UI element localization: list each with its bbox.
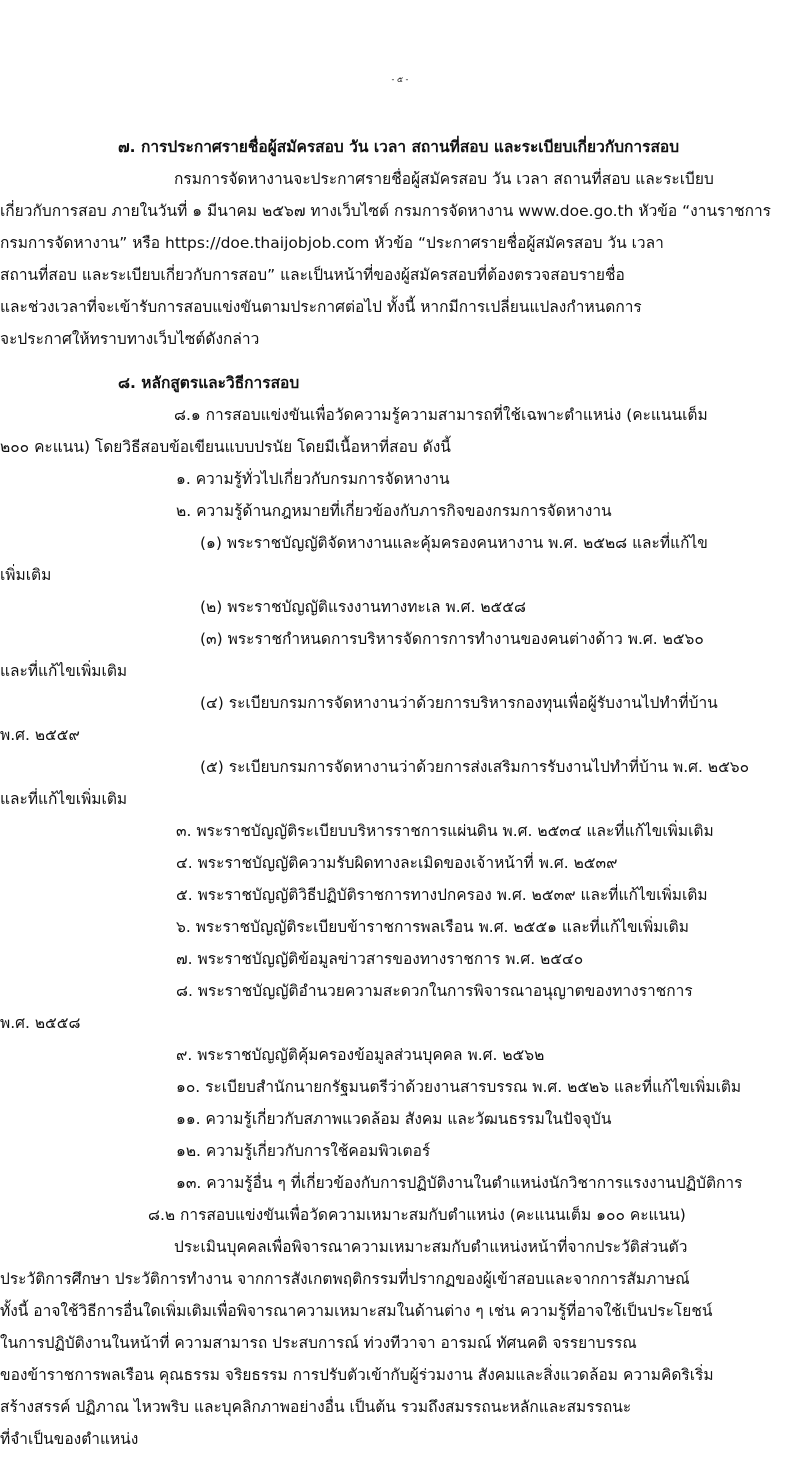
content-item-13: ๑๓. ความรู้อื่น ๆ ที่เกี่ยวข้องกับการปฏิบัติงานในตำแหน่งนักวิชาการแรงงานปฏิบัติการ	[176, 1174, 743, 1192]
sub-item-1: (๑) พระราชบัญญัติจัดหางานและคุ้มครองคนหางาน พ.ศ. ๒๕๒๘ และที่แก้ไข	[200, 534, 708, 552]
section-8-2-line-2: ประวัติการศึกษา ประวัติการทำงาน จากการสังเกตพฤติกรรมที่ปรากฏของผู้เข้าสอบและจากการสัมภาษณ์	[0, 1270, 690, 1288]
content-item-3: ๓. พระราชบัญญัติระเบียบบริหารราชการแผ่นดิน พ.ศ. ๒๕๓๔ และที่แก้ไขเพิ่มเติม	[176, 822, 714, 840]
section-7-line-4: สถานที่สอบ และระเบียบเกี่ยวกับการสอบ” และเป็นหน้าที่ของผู้สมัครสอบที่ต้องตรวจสอบรายชื่อ	[0, 266, 625, 284]
section-8-2-line-7: ที่จำเป็นของตำแหน่ง	[0, 1430, 139, 1448]
section-8-2-line-4: ในการปฏิบัติงานในหน้าที่ ความสามารถ ประสบการณ์ ท่วงทีวาจา อารมณ์ ทัศนคติ จรรยาบรรณ	[0, 1334, 637, 1352]
sub-item-5-cont: และที่แก้ไขเพิ่มเติม	[0, 790, 128, 808]
section-8-2-line-3: ทั้งนี้ อาจใช้วิธีการอื่นใดเพิ่มเติมเพื่อพิจารณาความเหมาะสมในด้านต่าง ๆ เช่น ความรู้ที่อาจใช้เป็นประโยชน์	[0, 1302, 713, 1320]
sub-item-3-cont: และที่แก้ไขเพิ่มเติม	[0, 662, 128, 680]
sub-item-4: (๔) ระเบียบกรมการจัดหางานว่าด้วยการบริหารกองทุนเพื่อผู้รับงานไปทำที่บ้าน	[200, 694, 718, 712]
page-number: - ๕ -	[391, 75, 409, 84]
section-7-line-3: กรมการจัดหางาน” หรือ https://doe.thaijobjob.com หัวข้อ “ประกาศรายชื่อผู้สมัครสอบ วัน เวลา	[0, 234, 664, 252]
content-item-9: ๙. พระราชบัญญัติคุ้มครองข้อมูลส่วนบุคคล พ.ศ. ๒๕๖๒	[176, 1046, 545, 1064]
content-item-8-cont: พ.ศ. ๒๕๕๘	[0, 1014, 81, 1032]
content-item-11: ๑๑. ความรู้เกี่ยวกับสภาพแวดล้อม สังคม และวัฒนธรรมในปัจจุบัน	[176, 1110, 612, 1128]
content-item-6: ๖. พระราชบัญญัติระเบียบข้าราชการพลเรือน พ.ศ. ๒๕๕๑ และที่แก้ไขเพิ่มเติม	[176, 918, 689, 936]
section-7-line-1: กรมการจัดหางานจะประกาศรายชื่อผู้สมัครสอบ วัน เวลา สถานที่สอบ และระเบียบ	[174, 170, 714, 188]
sub-item-1-cont: เพิ่มเติม	[0, 566, 52, 584]
sub-item-3: (๓) พระราชกำหนดการบริหารจัดการการทำงานของคนต่างด้าว พ.ศ. ๒๕๖๐	[200, 630, 704, 648]
section-8-1-line-1: ๘.๑ การสอบแข่งขันเพื่อวัดความรู้ความสามารถที่ใช้เฉพาะตำแหน่ง (คะแนนเต็ม	[174, 406, 708, 424]
content-item-5: ๕. พระราชบัญญัติวิธีปฏิบัติราชการทางปกครอง พ.ศ. ๒๕๓๙ และที่แก้ไขเพิ่มเติม	[176, 886, 708, 904]
content-item-12: ๑๒. ความรู้เกี่ยวกับการใช้คอมพิวเตอร์	[176, 1142, 431, 1160]
section-7-line-5: และช่วงเวลาที่จะเข้ารับการสอบแข่งขันตามประกาศต่อไป ทั้งนี้ หากมีการเปลี่ยนแปลงกำหนดการ	[0, 298, 642, 316]
content-item-10: ๑๐. ระเบียบสำนักนายกรัฐมนตรีว่าด้วยงานสารบรรณ พ.ศ. ๒๕๒๖ และที่แก้ไขเพิ่มเติม	[176, 1078, 742, 1096]
section-7-heading: ๗. การประกาศรายชื่อผู้สมัครสอบ วัน เวลา สถานที่สอบ และระเบียบเกี่ยวกับการสอบ	[118, 138, 680, 156]
content-item-2: ๒. ความรู้ด้านกฎหมายที่เกี่ยวข้องกับภารกิจของกรมการจัดหางาน	[176, 502, 612, 520]
content-item-7: ๗. พระราชบัญญัติข้อมูลข่าวสารของทางราชการ พ.ศ. ๒๕๔๐	[176, 950, 584, 968]
section-8-2-line-6: สร้างสรรค์ ปฏิภาณ ไหวพริบ และบุคลิกภาพอย่างอื่น เป็นต้น รวมถึงสมรรถนะหลักและสมรรถนะ	[0, 1398, 632, 1416]
content-item-1: ๑. ความรู้ทั่วไปเกี่ยวกับกรมการจัดหางาน	[176, 470, 450, 488]
sub-item-5: (๕) ระเบียบกรมการจัดหางานว่าด้วยการส่งเสริมการรับงานไปทำที่บ้าน พ.ศ. ๒๕๖๐	[200, 758, 750, 776]
section-8-2-heading: ๘.๒ การสอบแข่งขันเพื่อวัดความเหมาะสมกับตำแหน่ง (คะแนนเต็ม ๑๐๐ คะแนน)	[148, 1206, 686, 1224]
section-7-line-2: เกี่ยวกับการสอบ ภายในวันที่ ๑ มีนาคม ๒๕๖๗ ทางเว็บไซต์ กรมการจัดหางาน www.doe.go.th หัวข้อ “งานราชการ	[0, 202, 771, 220]
section-8-1-line-2: ๒๐๐ คะแนน) โดยวิธีสอบข้อเขียนแบบปรนัย โดยมีเนื้อหาที่สอบ ดังนี้	[0, 438, 451, 456]
sub-item-4-cont: พ.ศ. ๒๕๕๙	[0, 726, 80, 744]
section-8-heading: ๘. หลักสูตรและวิธีการสอบ	[118, 374, 300, 392]
content-item-4: ๔. พระราชบัญญัติความรับผิดทางละเมิดของเจ้าหน้าที่ พ.ศ. ๒๕๓๙	[176, 854, 618, 872]
section-8-2-line-5: ของข้าราชการพลเรือน คุณธรรม จริยธรรม การปรับตัวเข้ากับผู้ร่วมงาน สังคมและสิ่งแวดล้อม ความคิดริเริ่ม	[0, 1366, 714, 1384]
sub-item-2: (๒) พระราชบัญญัติแรงงานทางทะเล พ.ศ. ๒๕๕๘	[200, 598, 526, 616]
section-7-line-6: จะประกาศให้ทราบทางเว็บไซต์ดังกล่าว	[0, 330, 260, 348]
section-8-2-line-1: ประเมินบุคคลเพื่อพิจารณาความเหมาะสมกับตำแหน่งหน้าที่จากประวัติส่วนตัว	[174, 1238, 688, 1256]
content-item-8: ๘. พระราชบัญญัติอำนวยความสะดวกในการพิจารณาอนุญาตของทางราชการ	[176, 982, 693, 1000]
